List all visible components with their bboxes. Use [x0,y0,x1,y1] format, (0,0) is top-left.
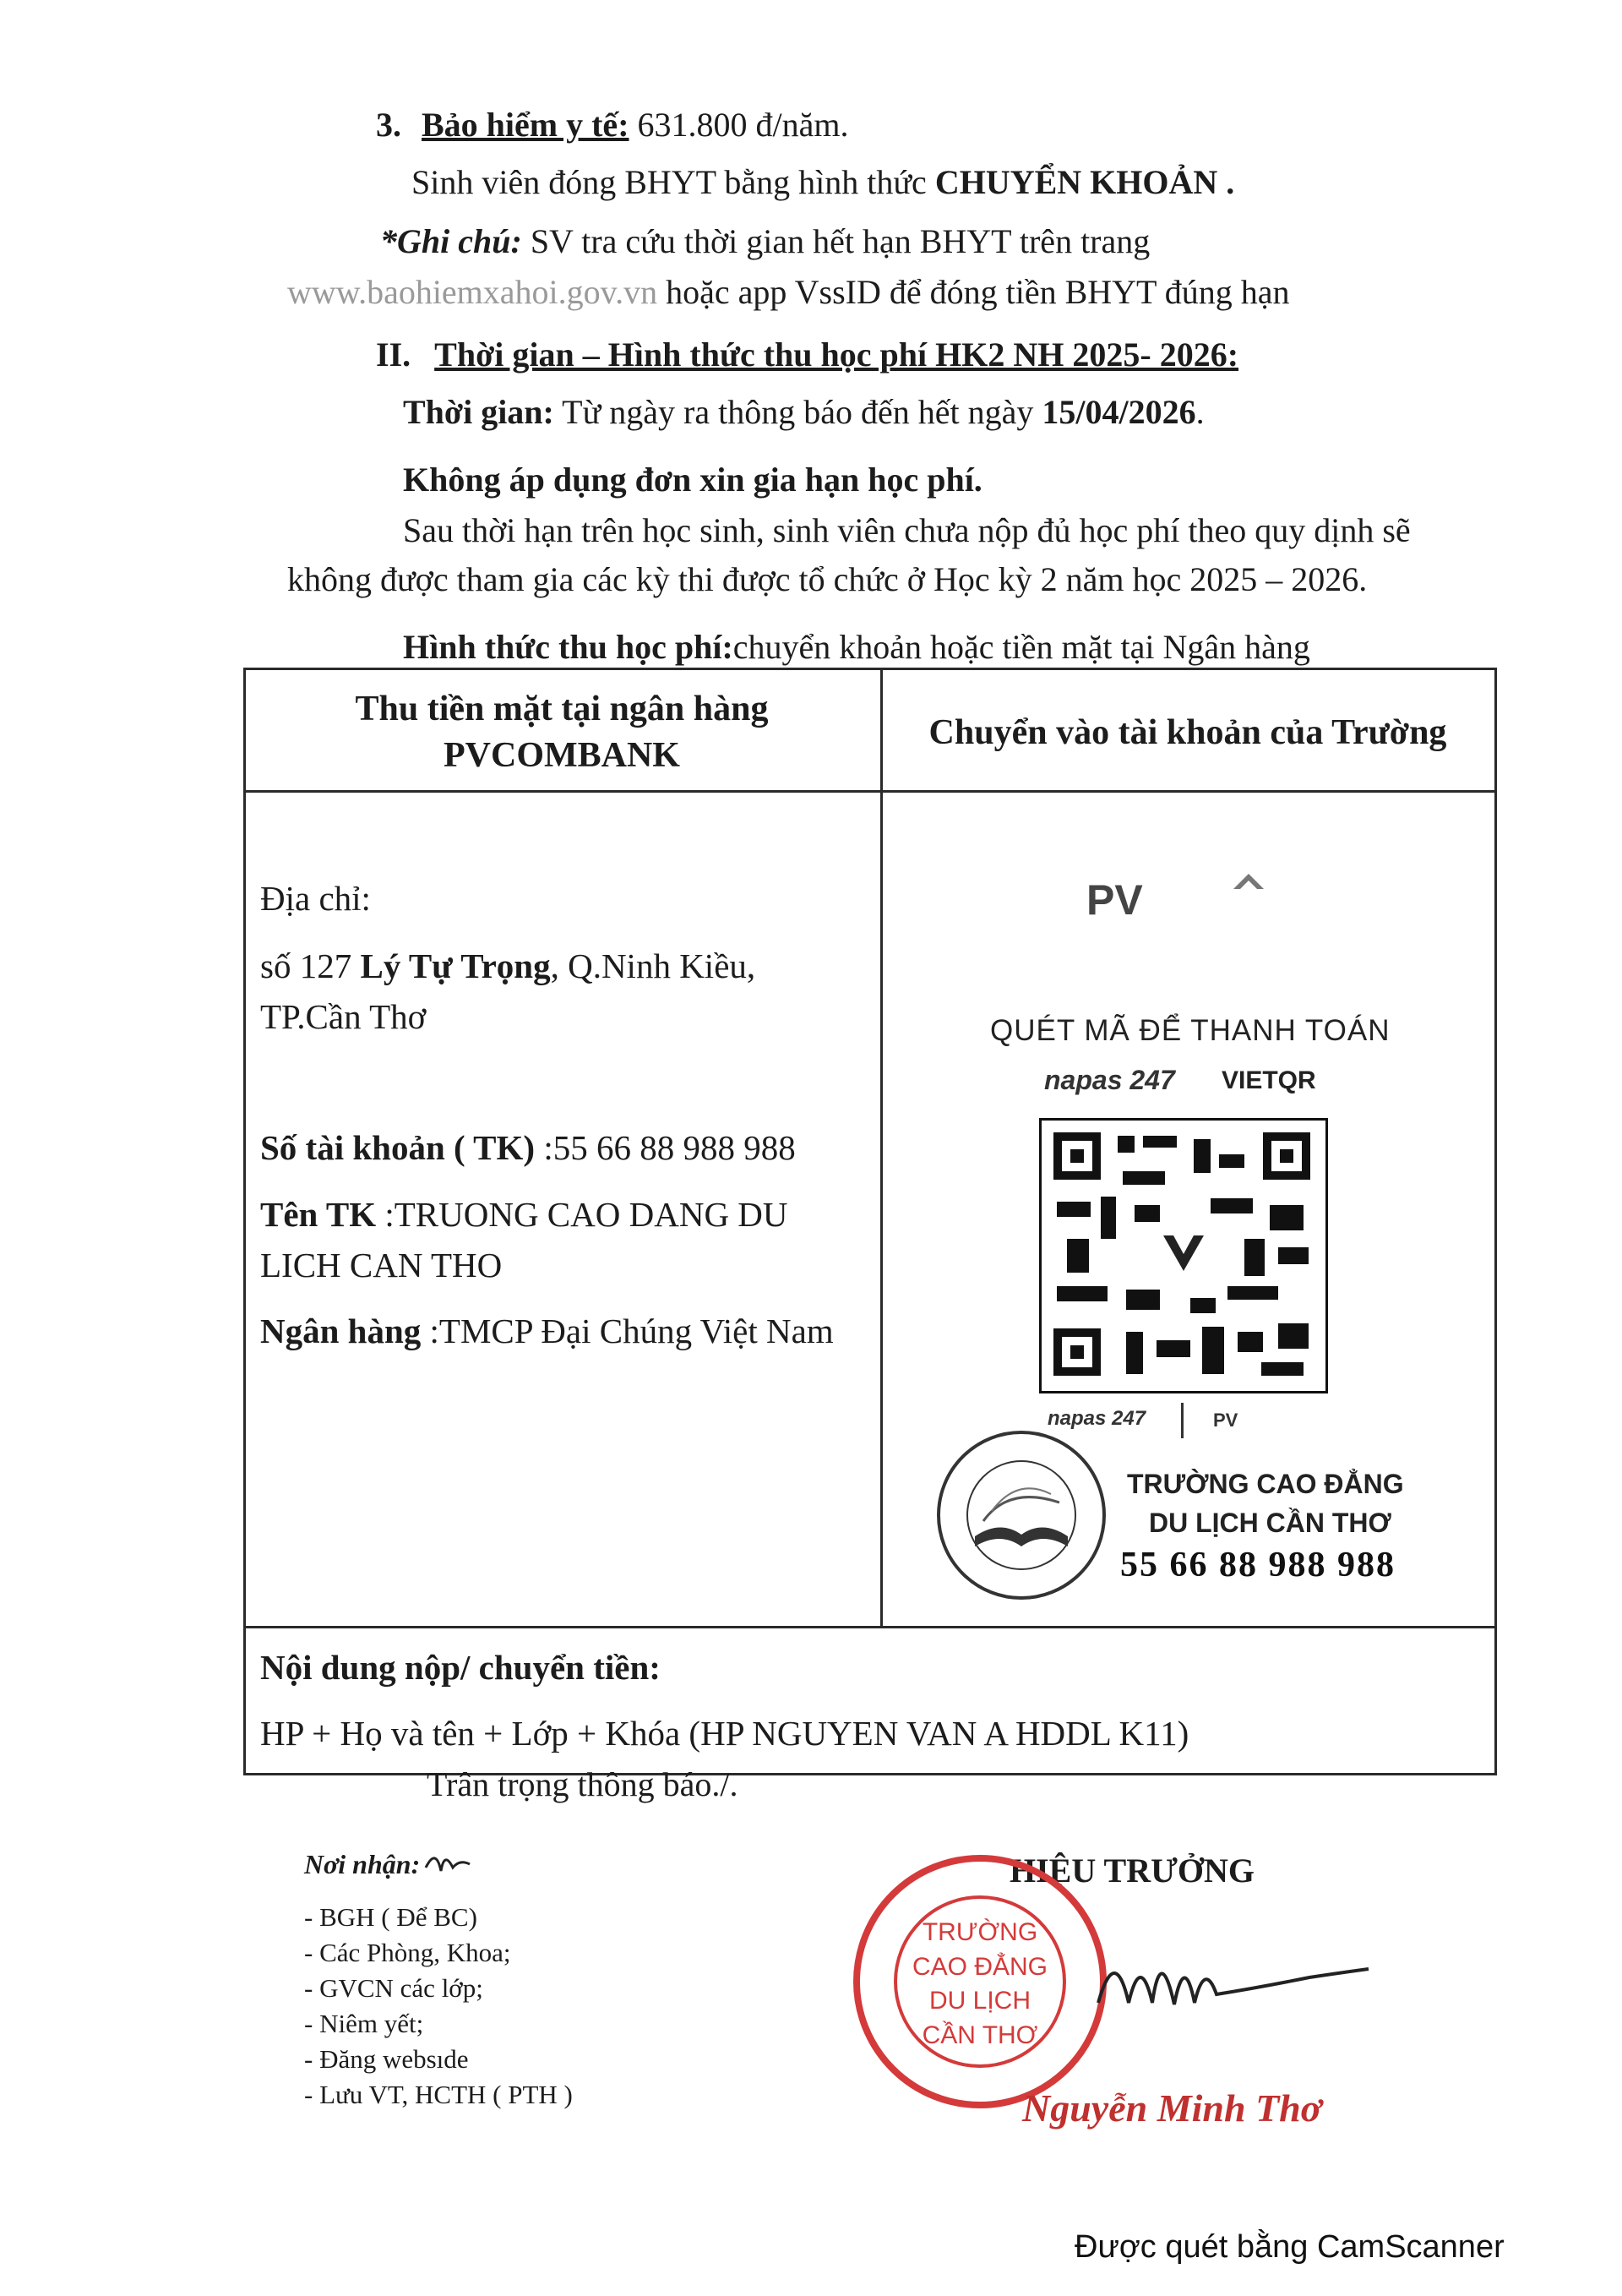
vietqr-logo: VIETQR [1222,1066,1316,1094]
initials-scribble-icon [422,1842,473,1879]
consequence-line-2: không được tham gia các kỳ thi được tổ chức ở Học kỳ 2 năm học 2025 – 2026. [287,560,1368,598]
qr-module [1157,1340,1190,1357]
qr-module [1135,1205,1160,1222]
section-2-heading [376,335,1238,375]
closing-line: Trân trọng thông báo./. [427,1765,738,1803]
qr-module [1101,1197,1116,1239]
vietqr-center-icon [1157,1227,1211,1281]
recipient-item: - Đăng websıde [304,2044,469,2074]
consequence-line-1: Sau thời hạn trên học sinh, sinh viên chưa nộp đủ học phí theo quy dịnh sẽ [403,511,1411,549]
handwritten-signature-icon [1090,1910,1377,2045]
qr-finder-bottom-left [1053,1328,1101,1376]
note-label: *Ghi chú: [380,222,522,260]
recipient-item: - GVCN các lớp; [304,1973,483,2003]
method-label: Hình thức thu học phí: [403,628,733,666]
transfer-content-value: HP + Họ và tên + Lớp + Khóa (HP NGUYEN VAN A HDDL K11) [260,1714,1189,1753]
stamp-line: TRƯỜNG [922,1918,1038,1946]
principal-title: HIỆU TRƯỞNG [1010,1852,1255,1890]
pv-small-logo: PV [1213,1410,1238,1431]
account-number-line [260,1126,796,1170]
napas247-logo: napas 247 [1044,1065,1175,1095]
bhyt-method-text: Sinh viên đóng BHYT bằng hình thức [411,163,935,201]
camscanner-watermark: Được quét bằng CamScanner [1075,2229,1505,2265]
qr-module [1118,1136,1135,1153]
section-2-title: Thời gian – Hình thức thu học phí HK2 NH 2025- 2026: [434,335,1239,374]
qr-module [1190,1298,1216,1313]
qr-finder-top-left [1053,1132,1101,1180]
section-3-label: Bảo hiểm y tế: [422,106,629,144]
recipient-item: - Các Phòng, Khoa; [304,1938,511,1967]
section-3-heading [376,105,849,145]
qr-account-number: 55 66 88 988 988 [1120,1546,1396,1584]
time-end: . [1195,393,1205,431]
stamp-line: DU LỊCH [928,1987,1031,2015]
pvcombank-mark-icon [1232,870,1265,901]
address-pre: số 127 [260,946,361,985]
logo-divider [1181,1403,1184,1438]
payment-qr-code[interactable] [1039,1118,1328,1393]
official-red-stamp [853,1855,1107,2108]
section-2-number: II. [376,335,411,374]
qr-module [1202,1327,1224,1374]
pvcombank-logo: PV [1086,876,1143,924]
account-name-value: :TRUONG CAO DANG DU [376,1195,788,1234]
school-seal-logo [933,1426,1110,1604]
stamp-line: CẦN THƠ [922,2021,1038,2049]
table-content-divider [243,1626,1497,1628]
table-column-divider [880,668,883,1627]
deadline-line [403,392,1205,433]
header-left-line-2: PVCOMBANK [444,735,680,775]
account-label: Số tài khoản ( TK) [260,1128,536,1167]
school-name-line-1: TRƯỜNG CAO ĐẲNG [1127,1469,1404,1499]
time-text: Từ ngày ra thông báo đến hết ngày [553,393,1042,431]
qr-module [1227,1286,1278,1300]
header-transfer: Chuyển vào tài khoản của Trường [928,713,1447,752]
recipients-list [304,1900,573,2113]
qr-module [1261,1362,1304,1376]
bank-line [260,1310,834,1353]
note-text-1: SV tra cứu thời gian hết hạn BHYT trên trang [521,222,1151,260]
payment-method-line [403,627,1310,668]
account-name-line-2: LICH CAN THO [260,1246,503,1284]
qr-module [1123,1171,1165,1185]
table-header-divider [243,790,1497,793]
method-text: chuyển khoản hoặc tiền mặt tại Ngân hàng [732,628,1310,666]
section-3-number: 3. [376,106,401,144]
account-value: :55 66 88 988 988 [535,1128,796,1167]
recipient-item: - BGH ( Để BC) [304,1902,477,1932]
stamp-text [887,1916,1073,2053]
qr-module [1219,1154,1244,1168]
qr-module [1057,1202,1091,1217]
address-line-2: TP.Cần Thơ [260,997,427,1036]
qr-module [1238,1332,1263,1352]
deadline-date: 15/04/2026 [1042,393,1196,431]
qr-module [1278,1323,1309,1349]
qr-module [1270,1205,1304,1230]
scan-to-pay-text: QUÉT MÃ ĐỂ THANH TOÁN [990,1014,1391,1047]
qr-module [1211,1198,1253,1213]
address-label: Địa chỉ: [260,879,371,918]
bhyt-note-line-1 [380,221,1150,262]
time-label: Thời gian: [403,393,554,431]
school-name-line-2: DU LỊCH CẦN THƠ [1149,1508,1391,1538]
transfer-content-label: Nội dung nộp/ chuyển tiền: [260,1648,661,1687]
account-name-line-1 [260,1193,788,1236]
section-3-amount: 631.800 đ/năm. [629,106,849,144]
qr-finder-top-right [1263,1132,1310,1180]
no-extension-notice: Không áp dụng đơn xin gia hạn học phí. [403,461,982,499]
qr-module [1067,1239,1089,1273]
napas247-small-logo: napas 247 [1048,1407,1146,1430]
recipients-label: Nơi nhận: [304,1849,421,1879]
qr-module [1244,1239,1265,1276]
header-left-line-1: Thu tiền mặt tại ngân hàng [355,690,769,728]
qr-module [1143,1136,1177,1148]
address-post: , Q.Ninh Kiều, [550,946,756,985]
qr-module [1057,1286,1108,1301]
stamp-line: CAO ĐẲNG [912,1952,1048,1981]
address-street: Lý Tự Trọng [360,946,551,985]
bank-label: Ngân hàng [260,1312,422,1350]
qr-module [1278,1247,1309,1264]
qr-module [1126,1290,1160,1310]
note-text-2: hoặc app VssID để đóng tiền BHYT đúng hạn [657,273,1290,311]
recipient-item: - Niêm yết; [304,2009,424,2038]
header-cash-at-bank [253,686,870,778]
recipient-item: - Lưu VT, HCTH ( PTH ) [304,2080,573,2109]
bhyt-note-line-2 [287,272,1290,313]
bhyt-method-bold: CHUYỂN KHOẢN . [934,163,1235,201]
signer-name: Nguyễn Minh Thơ [1022,2086,1322,2130]
qr-module [1194,1139,1211,1173]
qr-module [1126,1332,1143,1374]
address-line-1 [260,945,755,988]
bank-value: :TMCP Đại Chúng Việt Nam [421,1312,834,1350]
bhyt-method-line [411,162,1234,203]
account-name-label: Tên TK [260,1195,377,1234]
bhyt-website-link[interactable]: www.baohiemxahoi.gov.vn [287,273,658,311]
